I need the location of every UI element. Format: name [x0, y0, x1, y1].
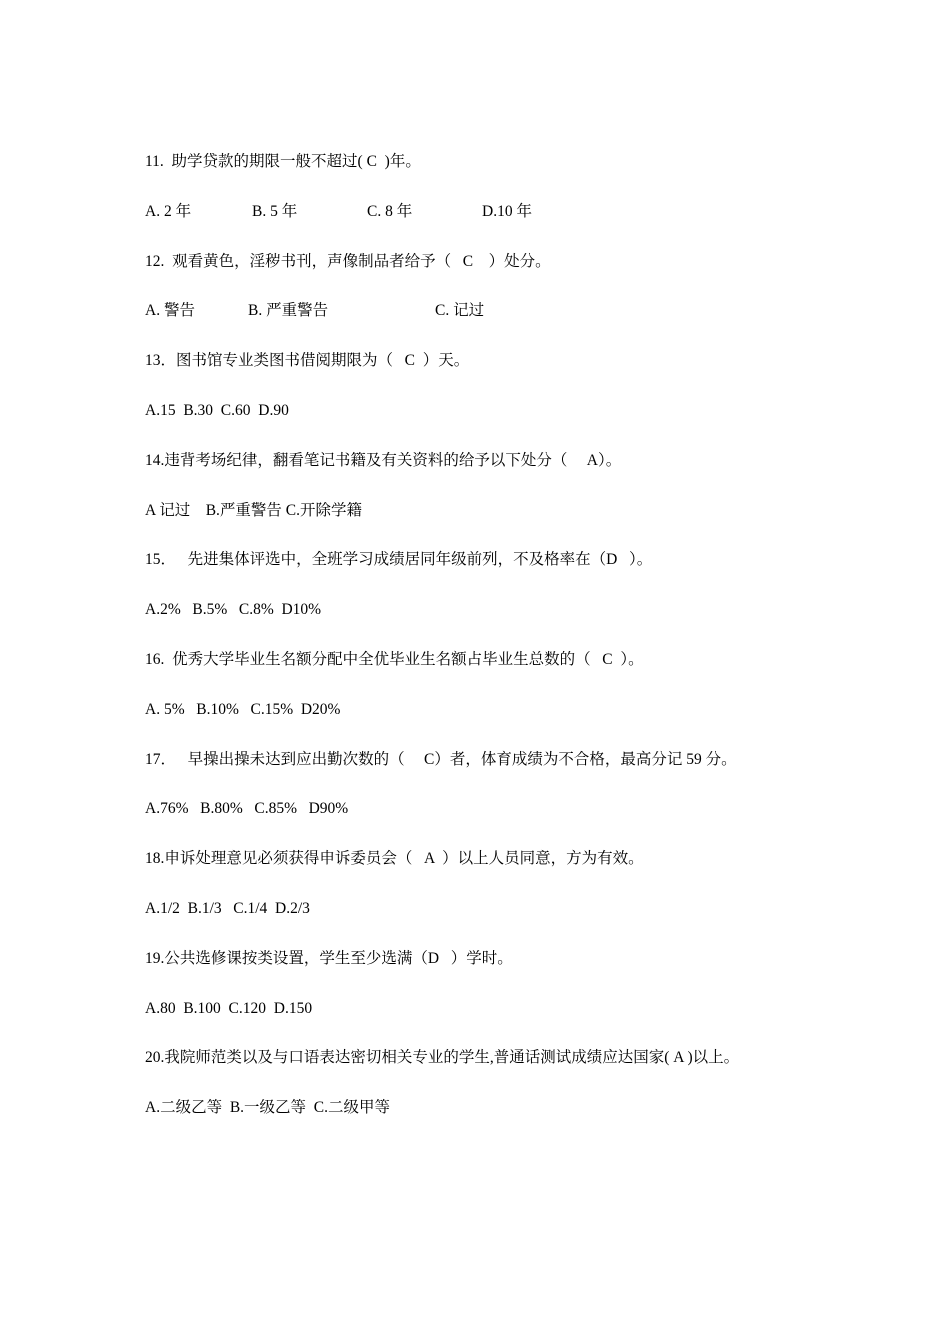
- question-19: 19.公共选修课按类设置，学生至少选满（D ）学时。: [145, 949, 513, 967]
- question-17-options: A.76% B.80% C.85% D90%: [145, 800, 349, 818]
- question-13: 13．图书馆专业类图书借阅期限为（ C ）天。: [145, 352, 470, 370]
- question-18: 18.申诉处理意见必须获得申诉委员会（ A ）以上人员同意，方为有效。: [145, 850, 644, 868]
- option-a: A. 警告: [145, 302, 195, 320]
- question-11-options: [145, 200, 845, 250]
- question-15: 15． 先进集体评选中，全班学习成绩居同年级前列，不及格率在（D ）。: [145, 551, 653, 569]
- option-c: C. 8 年: [367, 202, 413, 220]
- question-16: 16. 优秀大学毕业生名额分配中全优毕业生名额占毕业生总数的（ C ）。: [145, 650, 644, 668]
- question-14-options: A 记过 B.严重警告 C.开除学籍: [145, 501, 363, 519]
- question-11: 11. 助学贷款的期限一般不超过( C )年。: [145, 153, 421, 170]
- question-12-options: [145, 299, 845, 349]
- question-20-options: A.二级乙等 B.一级乙等 C.二级甲等: [145, 1099, 390, 1117]
- question-13-options: A.15 B.30 C.60 D.90: [145, 401, 289, 419]
- option-c: C. 记过: [435, 302, 485, 320]
- option-b: B. 严重警告: [248, 302, 329, 320]
- question-20: 20.我院师范类以及与口语表达密切相关专业的学生,普通话测试成绩应达国家( A )以上。: [145, 1049, 740, 1067]
- question-list: [145, 150, 845, 1146]
- question-19-options: A.80 B.100 C.120 D.150: [145, 999, 313, 1017]
- question-14: 14.违背考场纪律，翻看笔记书籍及有关资料的给予以下处分（ A）。: [145, 451, 622, 469]
- option-a: A. 2 年: [145, 202, 192, 220]
- question-18-options: A.1/2 B.1/3 C.1/4 D.2/3: [145, 899, 310, 917]
- option-d: D.10 年: [482, 202, 532, 220]
- question-16-options: A. 5% B.10% C.15% D20%: [145, 700, 341, 718]
- question-15-options: A.2% B.5% C.8% D10%: [145, 601, 322, 619]
- question-12: 12. 观看黄色，淫秽书刊，声像制品者给予（ C ）处分。: [145, 252, 551, 270]
- question-17: 17． 早操出操未达到应出勤次数的（ C）者，体育成绩为不合格，最高分记 59 分。: [145, 750, 737, 768]
- option-b: B. 5 年: [252, 202, 298, 220]
